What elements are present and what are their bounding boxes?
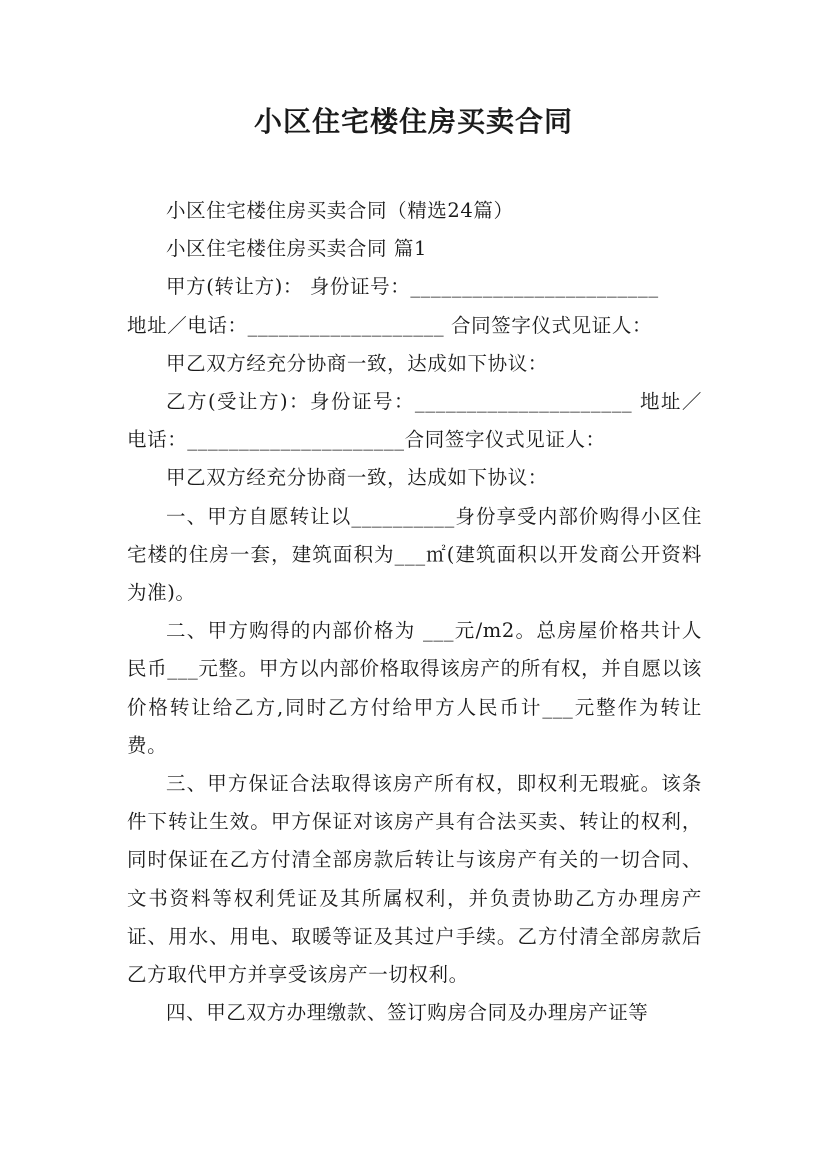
paragraph-section-heading: 小区住宅楼住房买卖合同 篇1	[166, 237, 428, 261]
paragraph-agreement-a: 甲乙双方经充分协商一致，达成如下协议：	[166, 351, 548, 375]
paragraph-clause-2: 二、甲方购得的内部价格为 ___元/m2。总房屋价格共计人民币___元整。甲方以内部价格取得该房产的所有权，并自愿以该价格转让给乙方,同时乙方付给甲方人民币计___元整作为转让费。	[127, 619, 702, 757]
paragraph-clause-1: 一、甲方自愿转让以__________身份享受内部价购得小区住宅楼的住房一套，建筑面积为___㎡(建筑面积以开发商公开资料为准)。	[127, 504, 702, 605]
paragraph-party-a-address: 地址／电话：___________________ 合同签字仪式见证人：	[127, 313, 653, 337]
paragraph-clause-3: 三、甲方保证合法取得该房产所有权，即权利无瑕疵。该条件下转让生效。甲方保证对该房产具有合法买卖、转让的权利，同时保证在乙方付清全部房款后转让与该房产有关的一切合同、文书资料等权利凭证及其所属权利，并负责协助乙方办理房产证、用水、用电、取暖等证及其过户手续。乙方付清全部房款后乙方取代甲方并享受该房产一切权利。	[127, 772, 702, 987]
document-title: 小区住宅楼住房买卖合同	[253, 105, 573, 138]
paragraph-party-a: 甲方(转让方)： 身份证号：________________________	[166, 275, 659, 299]
paragraph-clause-4: 四、甲乙双方办理缴款、签订购房合同及办理房产证等	[166, 1001, 649, 1025]
paragraph-party-b: 乙方(受让方)：身份证号：_____________________ 地址／电话：_____________________合同签字仪式见证人：	[127, 390, 702, 452]
document-body	[127, 192, 702, 1032]
paragraph-subtitle: 小区住宅楼住房买卖合同（精选24篇）	[166, 199, 514, 222]
paragraph-agreement-b: 甲乙双方经充分协商一致，达成如下协议：	[166, 466, 548, 490]
